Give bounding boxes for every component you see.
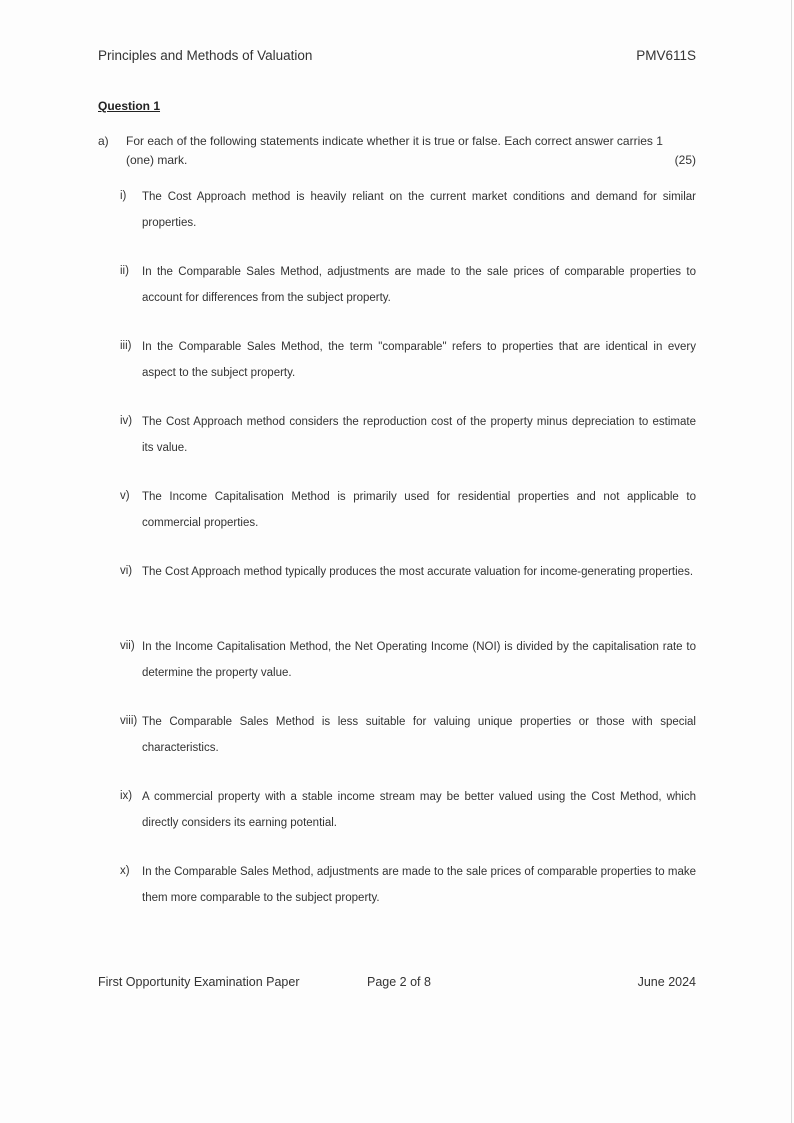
item-text: In the Income Capitalisation Method, the Net Operating Income (NOI) is divided by the capitalisation rate to determine the property value. <box>142 641 696 679</box>
course-code: PMV611S <box>636 48 696 63</box>
item-text: The Cost Approach method is heavily reliant on the current market conditions and demand for similar properties. <box>142 191 696 229</box>
item-number: i) <box>120 190 127 202</box>
list-item <box>98 565 696 585</box>
list-item <box>98 865 696 911</box>
list-item <box>98 415 696 461</box>
item-number: vii) <box>120 640 135 652</box>
item-text: In the Comparable Sales Method, the term "comparable" refers to properties that are identical in every aspect to the subject property. <box>142 341 696 379</box>
course-title: Principles and Methods of Valuation <box>98 48 313 63</box>
item-text: A commercial property with a stable income stream may be better valued using the Cost Method, which directly considers its earning potential. <box>142 791 696 829</box>
item-number: ii) <box>120 265 129 277</box>
instruction-line-1: For each of the following statements indicate whether it is true or false. Each correct answer carries 1 <box>126 134 663 148</box>
item-number: viii) <box>120 715 138 727</box>
list-item <box>98 715 696 761</box>
item-number: iv) <box>120 415 133 427</box>
instruction-line-2: (one) mark. <box>126 153 188 167</box>
item-number: iii) <box>120 340 132 352</box>
item-number: ix) <box>120 790 133 802</box>
marks-allocation: (25) <box>674 153 696 167</box>
item-text: In the Comparable Sales Method, adjustments are made to the sale prices of comparable properties to make them more comparable to the subject property. <box>142 866 696 904</box>
list-item <box>98 790 696 836</box>
question-part-a <box>98 132 696 170</box>
item-text: The Comparable Sales Method is less suitable for valuing unique properties or those with special characteristics. <box>142 716 696 754</box>
list-item <box>98 265 696 311</box>
exam-name: First Opportunity Examination Paper <box>98 975 300 989</box>
scan-edge-divider <box>791 0 792 1123</box>
list-item <box>98 190 696 236</box>
list-item <box>98 490 696 536</box>
exam-date: June 2024 <box>637 975 696 989</box>
item-text: The Cost Approach method typically produces the most accurate valuation for income-generating properties. <box>142 566 694 578</box>
list-item <box>98 340 696 386</box>
question-title: Question 1 <box>98 99 161 113</box>
item-number: vi) <box>120 565 133 577</box>
item-number: v) <box>120 490 130 502</box>
item-text: In the Comparable Sales Method, adjustments are made to the sale prices of comparable properties to account for differences from the subject property. <box>142 266 696 304</box>
part-label: a) <box>98 134 109 148</box>
page-number: Page 2 of 8 <box>367 975 431 989</box>
item-text: The Cost Approach method considers the reproduction cost of the property minus depreciation to estimate its value. <box>142 416 696 454</box>
list-item <box>98 640 696 686</box>
item-text: The Income Capitalisation Method is primarily used for residential properties and not applicable to commercial properties. <box>142 491 696 529</box>
item-number: x) <box>120 865 130 877</box>
